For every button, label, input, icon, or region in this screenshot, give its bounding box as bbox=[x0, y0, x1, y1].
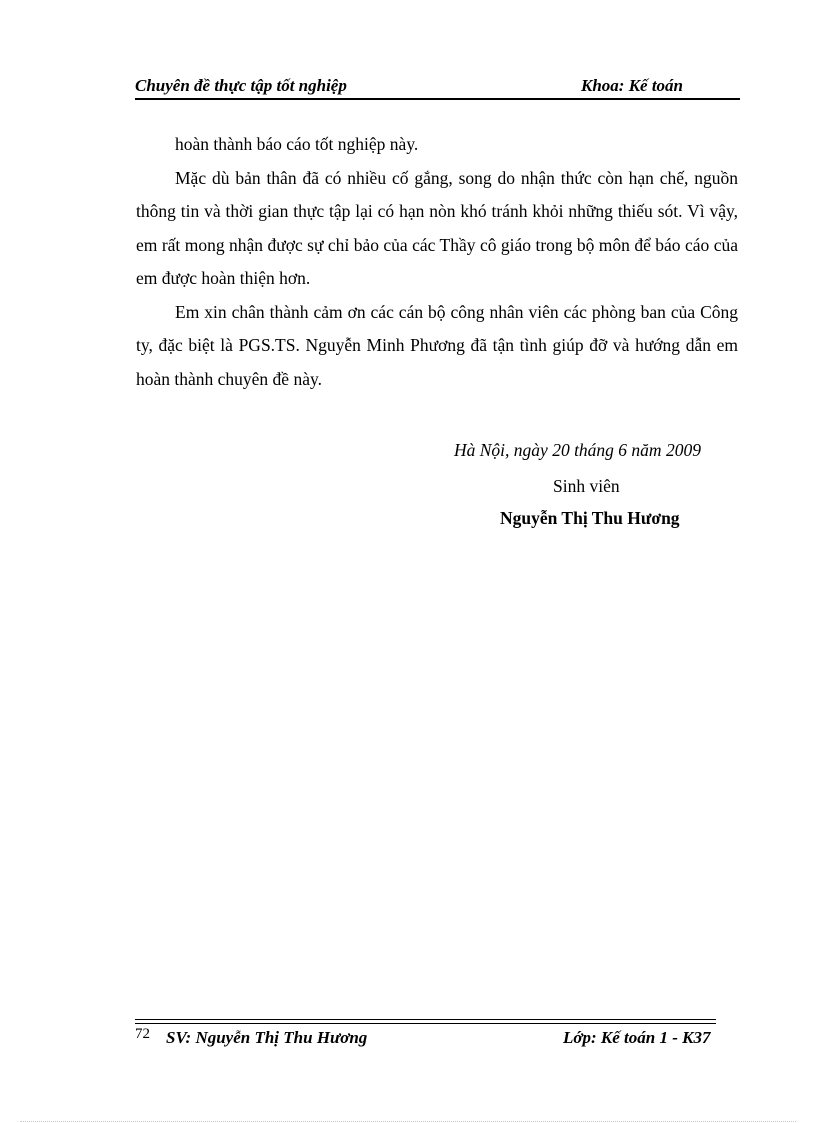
header-title: Chuyên đề thực tập tốt nghiệp bbox=[135, 76, 347, 95]
signature-role: Sinh viên bbox=[553, 476, 620, 496]
paragraph: Mặc dù bản thân đã có nhiều cố gắng, song do nhận thức còn hạn chế, nguồn thông tin và thời gian thực tập lại có hạn nòn khó tránh khỏi những thiếu sót. Vì vậy, em rất mong nhận được sự chỉ bảo của các Thầy cô giáo trong bộ môn để báo cáo của em được hoàn thiện hơn. bbox=[136, 167, 738, 288]
page-header bbox=[135, 76, 740, 100]
page-number: 72 bbox=[135, 1026, 150, 1042]
paragraph: hoàn thành báo cáo tốt nghiệp này. bbox=[175, 134, 419, 154]
signature-name: Nguyễn Thị Thu Hương bbox=[500, 508, 680, 528]
body-text bbox=[136, 128, 738, 396]
footer-student: SV: Nguyễn Thị Thu Hương bbox=[166, 1028, 368, 1047]
footer-class: Lớp: Kế toán 1 - K37 bbox=[563, 1028, 711, 1047]
header-faculty: Khoa: Kế toán bbox=[581, 76, 684, 95]
paragraph: Em xin chân thành cảm ơn các cán bộ công nhân viên các phòng ban của Công ty, đặc biệt là PGS.TS. Nguyễn Minh Phương đã tận tình giúp đỡ và hướng dẫn em hoàn thành chuyên đề này. bbox=[136, 301, 738, 389]
page-edge-divider bbox=[20, 1121, 796, 1122]
signature-date: Hà Nội, ngày 20 tháng 6 năm 2009 bbox=[454, 440, 701, 460]
footer-divider bbox=[135, 1019, 716, 1024]
